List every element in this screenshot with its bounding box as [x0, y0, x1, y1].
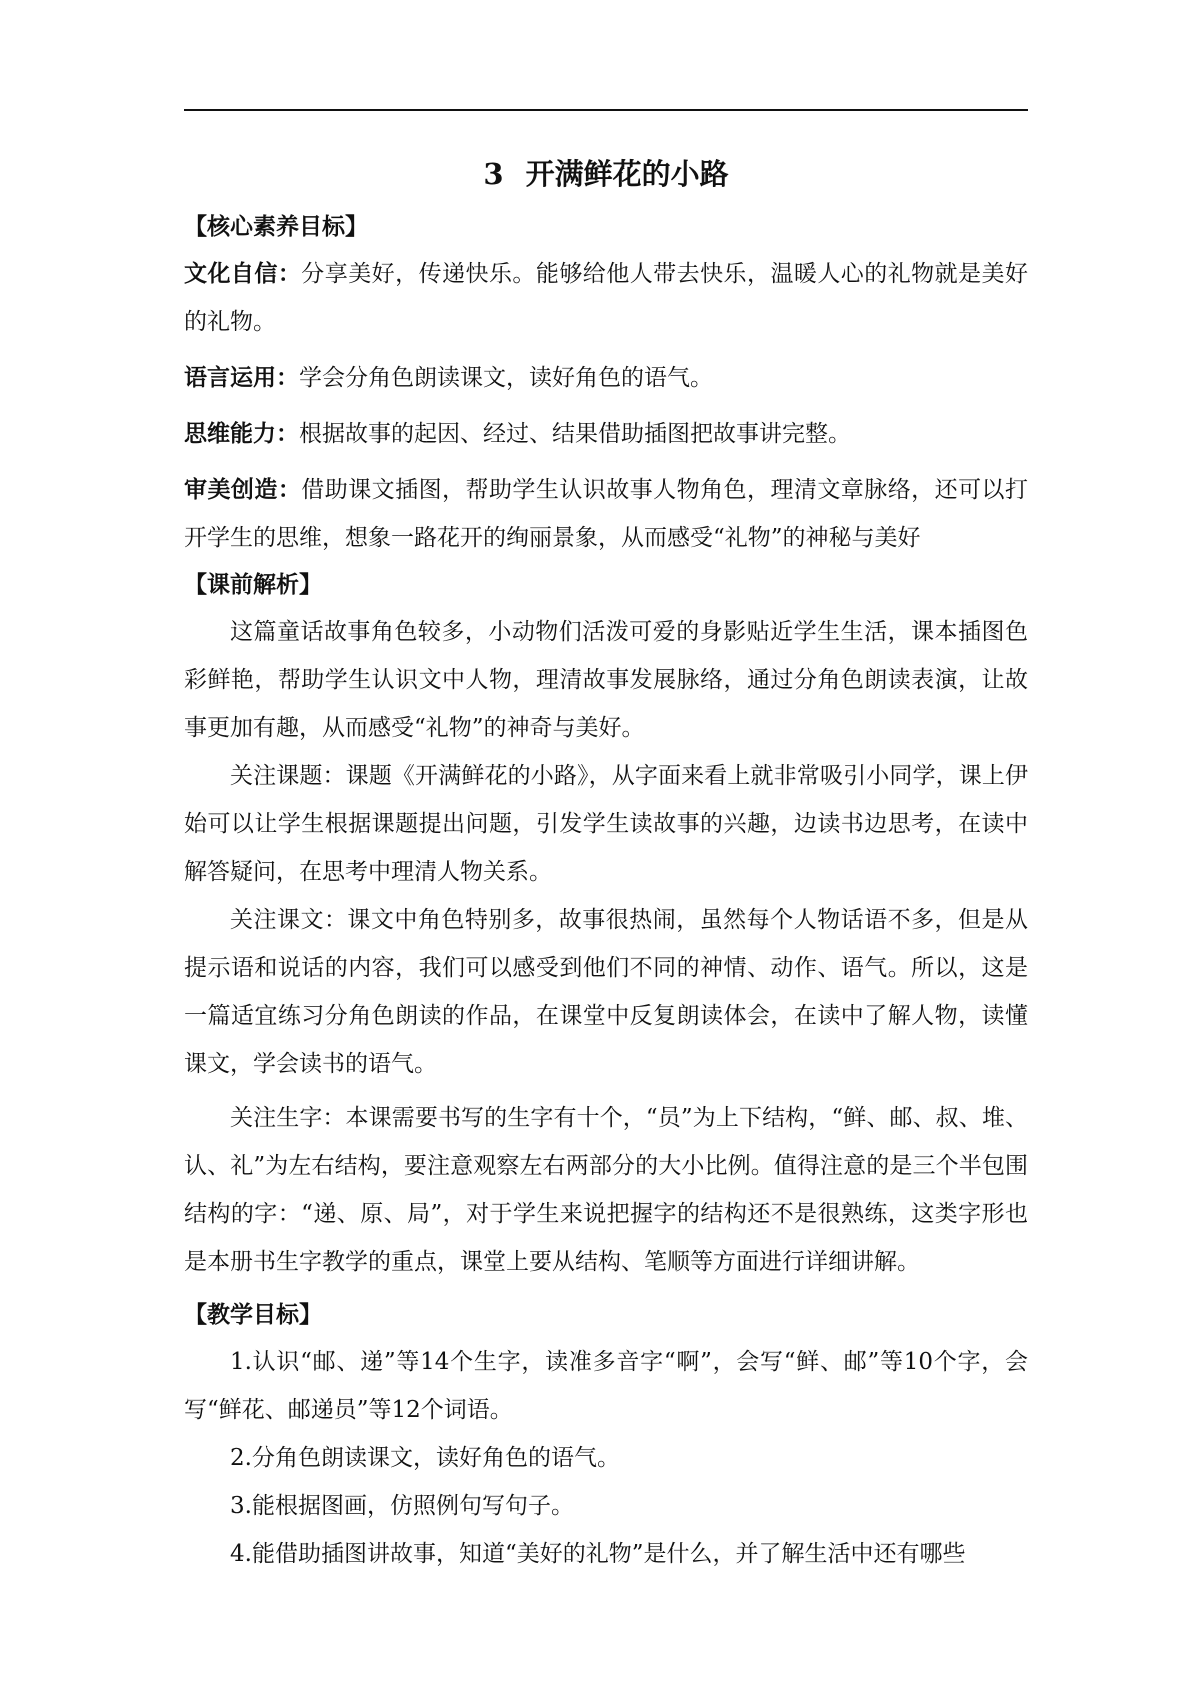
core-goal-term: 审美创造： — [184, 476, 302, 503]
core-goal-item — [184, 354, 1028, 402]
lesson-number: 3 — [483, 157, 504, 191]
section-heading-analysis: 【课前解析】 — [184, 571, 322, 598]
section-heading-core-goals: 【核心素养目标】 — [184, 213, 368, 240]
core-goal-term: 文化自信： — [184, 260, 302, 287]
core-goal-term: 语言运用： — [184, 364, 299, 391]
core-goal-item — [184, 410, 1028, 458]
analysis-paragraph: 这篇童话故事角色较多，小动物们活泼可爱的身影贴近学生生活，课本插图色彩鲜艳，帮助学生认识文中人物，理清故事发展脉络，通过分角色朗读表演，让故事更加有趣，从而感受“礼物”的神奇与美好。 — [184, 619, 1028, 741]
teaching-goal-item: 3.能根据图画，仿照例句写句子。 — [230, 1493, 574, 1519]
core-goal-item — [184, 466, 1028, 562]
teaching-goal-item: 2.分角色朗读课文，读好角色的语气。 — [230, 1445, 620, 1471]
analysis-paragraph: 关注课题：课题《开满鲜花的小路》，从字面来看上就非常吸引小同学，课上伊始可以让学生根据课题提出问题，引发学生读故事的兴趣，边读书边思考，在读中解答疑问，在思考中理清人物关系。 — [184, 763, 1028, 885]
teaching-goal-item: 4.能借助插图讲故事，知道“美好的礼物”是什么，并了解生活中还有哪些 — [230, 1541, 966, 1567]
analysis-paragraph: 关注课文：课文中角色特别多，故事很热闹，虽然每个人物话语不多，但是从提示语和说话的内容，我们可以感受到他们不同的神情、动作、语气。所以，这是一篇适宜练习分角色朗读的作品，在课堂中反复朗读体会，在读中了解人物，读懂课文，学会读书的语气。 — [184, 907, 1028, 1077]
document-body — [184, 148, 1028, 1578]
core-goal-item — [184, 250, 1028, 346]
lesson-title — [184, 148, 1028, 200]
core-goal-text: 借助课文插图，帮助学生认识故事人物角色，理清文章脉络，还可以打开学生的思维，想象一路花开的绚丽景象，从而感受“礼物”的神秘与美好 — [184, 477, 1029, 551]
core-goal-text: 根据故事的起因、经过、结果借助插图把故事讲完整。 — [299, 421, 851, 447]
teaching-goal-item: 1.认识“邮、递”等14个生字，读准多音字“啊”，会写“鲜、邮”等10个字，会写“鲜花、邮递员”等12个词语。 — [184, 1349, 1028, 1423]
core-goal-term: 思维能力： — [184, 420, 299, 447]
section-heading-teaching-goals: 【教学目标】 — [184, 1301, 322, 1328]
core-goal-text: 学会分角色朗读课文，读好角色的语气。 — [299, 365, 713, 391]
lesson-title-text: 开满鲜花的小路 — [525, 157, 729, 191]
header-rule — [184, 109, 1028, 111]
core-goal-text: 分享美好，传递快乐。能够给他人带去快乐，温暖人心的礼物就是美好的礼物。 — [184, 261, 1029, 335]
analysis-paragraph: 关注生字：本课需要书写的生字有十个，“员”为上下结构，“鲜、邮、叔、堆、认、礼”为左右结构，要注意观察左右两部分的大小比例。值得注意的是三个半包围结构的字：“递、原、局”，对于学生来说把握字的结构还不是很熟练，这类字形也是本册书生字教学的重点，课堂上要从结构、笔顺等方面进行详细讲解。 — [184, 1105, 1028, 1275]
